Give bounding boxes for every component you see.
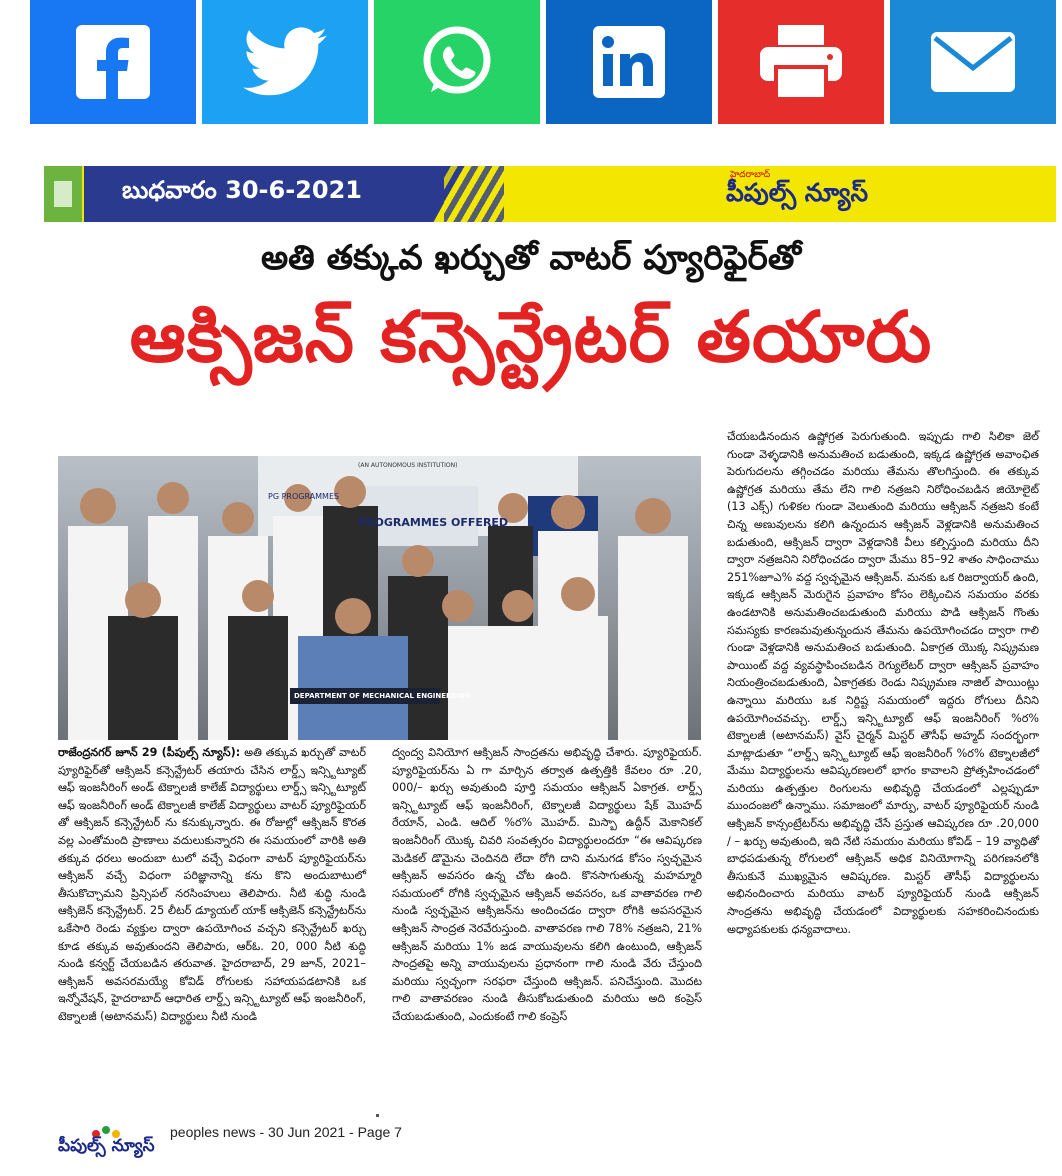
article-column-3: చేయబడినందున ఉష్ణోగ్రత పెరుగుతుంది. ఇప్పుడు గాలి సిలికా జెల్ గుండా వెళ్ళడానికి అనుమతించ బడుతుంది, ఇక్కడ ఉష్ణోగ్రత అవాంఛిత పెరుగుదలను తగ్గించడం మరియు తేమను తొలగిస్తుంది. ఈ తక్కువ ఉష్ణోగ్రత మరియు తేమ లేని గాలి నత్రజని నిరోధించబడిన జియోలైట్ (13 ఎక్స్) గుళికల గుండా వెలుతుంది మరియు ఆక్సిజన్ నత్రజని కంటే చిన్న అణువులను కలిగి ఉన్నందున ఆక్సిజన్ వెళ్లడానికి అనుమతించ బడుతుంది, ఆక్సిజన్ ద్వారా వెళ్లడానికి వీలు కల్పిస్తుంది మరియు దీని ద్వారా నత్రజనిని నిరోధించడం ద్వారా మేము 85–92 శాతం సాధించాము 251%జూఎ% వద్ద స్వచ్ఛమైన ఆక్సిజన్. మనకు ఒక రిజర్వాయర్ ఉంది, ఇక్కడ ఆక్సిజన్ మెరుగైన ప్రవాహం కోసం లెక్కించిన సమయం వరకు ఉండటానికి అనుమతించబడుతుంది మరియు పొడి ఆక్సిజన్ గొంతు సమస్యకు కారణమవుతున్నందున తేమను ఉపయోగించడం ద్వారా గాలి గుండా వెళ్లడానికి అనుమతించ బడుతుంది. ఏకాగ్రత యొక్క నిష్క్రమణ పాయింట్ వద్ద వ్యవస్థాపించబడిన రెగ్యులేటర్ ద్వారా ఆక్సిజన్ ప్రవాహం నియంత్రించబడుతుంది, ఏకాగ్రతకు రెండు నిష్క్రమణ నాజిల్ పాయింట్లు ఉన్నాయి మరియు ఒక నిర్దిష్ట సమయంలో ఇద్దరు రోగులు దీనిని ఉపయోగించవచ్చు. లార్డ్స్ ఇన్స్టిట్యూట్ ఆఫ్ ఇంజనీరింగ్ %ర% టెక్నాలజీ (అటానమస్) వైస్ చైర్మన్ మిస్టర్ తౌసీఫ్ అహ్మద్ సందర్భంగా మాట్లాడుతూ “లార్డ్స్ ఇన్స్టిట్యూట్ ఆఫ్ ఇంజనీరింగ్ %ర% టెక్నాలజీలో మేము విద్యార్థులను ఆవిష్కరణలలో భాగం కావాలని ప్రోత్సహించడంలో మరియు ఉత్పత్తుల రింగులను అభివృద్ధి చేయడంలో ఎల్లప్పుడూ ముందంజలో ఉన్నాము. సమాజంలో మార్పు, వాటర్ ప్యూరిఫైయర్ నుండి ఆక్సిజన్ కాన్సంట్రేటర్‌ను అభివృద్ధి చేసే ప్రస్తుత ఆవిష్కరణ రూ .20,000 / – ఖర్చు అవుతుంది, ఇది నేటి సమయం మరియు కోవిడ్ – 19 వ్యాధితో బాధపడుతున్న రోగులలో ఆక్సిజన్ అధిక వినియోగాన్ని పరిగణనలోకి తీసుకునే ముఖ్యమైన ఆవిష్కరణ. మిస్టర్ తౌసీఫ్ విద్యార్థులను అభినందించారు మరియు వాటర్ ప్యూరిఫైయర్ నుండి ఆక్సిజన్ సాంద్రతను అభివృద్ధి చేయడంలో విద్యార్థులకు సహకరించినందుకు అధ్యాపకులకు ధన్యవాదాలు. xyxy=(727,430,1039,936)
mail-icon xyxy=(931,32,1015,92)
footer-logo xyxy=(58,1124,168,1164)
linkedin-icon xyxy=(593,26,665,98)
banner-stripes xyxy=(444,166,504,222)
issue-date: బుధవారం 30-6-2021 xyxy=(122,176,362,204)
article-column-2: ద్వంద్వ వినియోగ ఆక్సిజన్ సాంద్రతను అభివృద్ధి చేశారు. ప్యూరిఫైయర్. ప్యూరిఫైయర్‌ను ఏ గా మార్చిన తర్వాత ఉత్పత్తికి కేవలం రూ .20, 000/– ఖర్చు అవుతుంది పూర్తి సమయం ఆక్సిజన్ ఏకాగ్రత. లార్డ్స్ ఇన్స్టిట్యూట్ ఆఫ్ ఇంజనీరింగ్, టెక్నాలజీ విద్యార్థులు షేక్ మొహద్ రేయాన్, ఎండి. ఆదిల్ %ర% మొహద్. మిస్బా ఉద్దీన్ మెకానికల్ ఇంజనీరింగ్ యొక్క చివరి సంవత్సరం విద్యార్థులందరూ “ఈ ఆవిష్కరణ మెడికల్ డొమైను చెందినది లేదా రోగి దాని మనుగడ కోసం స్వచ్ఛమైన ఆక్సిజన్ అవసరం ఉన్న చోట ఉంది. కొనసాగుతున్న మహమ్మారి సమయంలో రోగికి స్వచ్ఛమైన ఆక్సిజన్ అవసరం, ఒక వాతావరణ గాలి నుండి స్వచ్ఛమైన ఆక్సిజన్‌ను అందించడం ద్వారా రోగికి అపసరమైన ఆక్సిజన్ సాంద్రత నెరవేరుస్తుంది. వాతావరణ గాలి 78% నత్రజని, 21% ఆక్సిజన్ మరియు 1% జడ వాయువులను కలిగి ఉంటుంది, ఆక్సిజన్ సాంద్రతపై అన్ని వాయువులను ప్రధానంగా గాలి నుండి వేరు చేస్తుంది మరియు స్వచ్ఛంగా సరఫరా చేస్తుంది ఆక్సిజన్. పనిచేస్తుంది. మొదట గాలి వాతావరణం నుండి తీసుకోబడుతుంది మరియు అది కంప్రెస్ చేయబడుతుంది, ఎందుకంటే గాలి కంప్రెస్ xyxy=(392,746,702,1023)
twitter-icon xyxy=(243,27,327,97)
facebook-icon xyxy=(76,25,150,99)
logo-title: పీపుల్స్ న్యూస్ xyxy=(726,178,869,207)
footer-logo-title: పీపుల్స్ న్యూస్ xyxy=(58,1136,155,1156)
banner-green-block xyxy=(44,166,82,222)
email-share-button[interactable] xyxy=(890,0,1056,124)
printer-icon xyxy=(758,23,844,101)
article-photo xyxy=(58,456,701,740)
logo-city: హైదరాబాద్ xyxy=(730,170,771,180)
masthead-banner xyxy=(44,166,1056,222)
whatsapp-icon xyxy=(417,22,497,102)
linkedin-share-button[interactable] xyxy=(546,0,712,124)
share-bar xyxy=(30,0,1056,124)
publication-logo[interactable] xyxy=(722,168,872,220)
article-text-col1: అతి తక్కువ ఖర్చుతో వాటర్ ప్యూరిఫైర్‌తో ఆక్సిజన్ కన్సెన్ట్రేటర్ తయారు చేసిన లార్డ్స్ ఇన్స్టిట్యూట్ ఆఫ్ ఇంజనీరింగ్ అండ్ టెక్నాలజీ కాలేజ్ విద్యార్థులు లార్డ్స్ ఇన్స్టిట్యూట్ ఆఫ్ ఇంజనీరింగ్ అండ్ టెక్నాలజీ కాలేజ్ విద్యార్థులు వాటర్ ప్యూరిఫైయర్ తో ఆక్సిజన్ కన్సెన్ట్రేటర్ ను కనుక్కున్నారు. ఈ రోజుల్లో ఆక్సిజన్ కొరత వల్ల ఎంతోమంది ప్రాణాలు వదులుకున్నారని ఈ సమయంలో వారికి అతి తక్కువ ధరలు అందుబా టులో వచ్చే విధంగా వాటర్ ప్యూరిఫైయర్‌ను ఆక్సిజన్ వచ్చే విధంగా పరిజ్ఞానాన్ని కను కొని అందుబాటులో తీసుకొచ్చామని ప్రిన్సిపల్ నరసింహులు తెలిపారు. నీటి శుద్ధి నుండి ఆక్సిజెన్ కన్సెన్ట్రేటర్. 25 లీటర్ డ్యూయల్ యాక్ ఆక్సిజెన్ కన్సెన్ట్రేటర్‌ను ఒకేసారి రెండు వ్యక్తుల ద్వారా ఉపయోగించ వచ్చని కన్సెన్ట్రేటర్ ఖర్చు కూడ తక్కువ అవుతుందని తెలిపారు, ఆర్ఓ. 20, 000 నీటి శుద్ధి నుండి కన్వర్ట్ చేయబడిన తరువాత. హైదరాబాద్, 29 జూన్, 2021– ఆక్సిజన్ అవసరమయ్యే కోవిడ్ రోగులకు సహాయపడటానికి ఒక ఇన్నోవేషన్, హైదరాబాద్ ఆధారిత లార్డ్స్ ఇన్స్టిట్యూట్ ఆఫ్ ఇంజనీరింగ్, టెక్నాలజీ (అటానమస్) విద్యార్థులు నీటి నుండి xyxy=(58,746,366,1023)
department-sign: DEPARTMENT OF MECHANICAL ENGINEERING xyxy=(294,692,471,700)
print-button[interactable] xyxy=(718,0,884,124)
photo-banner-subtext: PG PROGRAMMES xyxy=(268,492,340,501)
separator-dot xyxy=(376,1114,379,1117)
photo-banner-text: PROGRAMMES OFFERED xyxy=(358,516,509,529)
whatsapp-share-button[interactable] xyxy=(374,0,540,124)
article-column-1 xyxy=(58,744,366,1026)
page-footer: peoples news - 30 Jun 2021 - Page 7 xyxy=(170,1124,402,1140)
article-headline: ఆక్సిజన్ కన్సెన్ట్రేటర్ తయారు xyxy=(129,296,933,378)
facebook-share-button[interactable] xyxy=(30,0,196,124)
twitter-share-button[interactable] xyxy=(202,0,368,124)
article-dateline: రాజేంద్రనగర్ జూన్ 29 (పీపుల్స్ న్యూస్): xyxy=(58,746,241,759)
photo-institute-text: (AN AUTONOMOUS INSTITUTION) xyxy=(358,462,458,469)
article-kicker: అతి తక్కువ ఖర్చుతో వాటర్ ప్యూరిఫైర్‌తో xyxy=(260,238,802,278)
